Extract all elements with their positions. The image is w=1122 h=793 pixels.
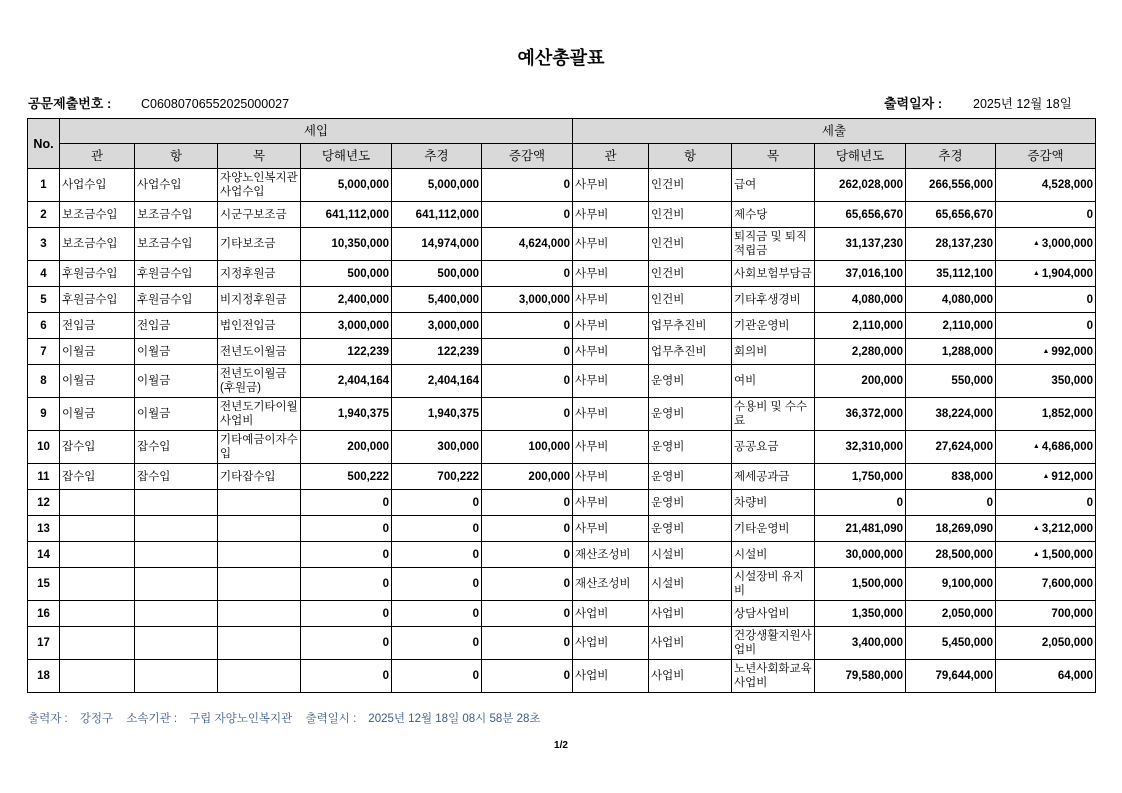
income-change: 0 [482,568,573,601]
expense-mok: 차량비 [732,490,815,516]
income-gwan [60,568,135,601]
income-gwan: 사업수입 [60,169,135,202]
expense-gwan: 재산조성비 [573,568,649,601]
decrease-marker-icon: ▲ [1032,524,1040,532]
income-hang [135,660,218,693]
income-change: 0 [482,627,573,660]
expense-col-current-year-header: 당해년도 [815,144,906,169]
header-row-columns [28,144,1096,169]
income-col-mok-header: 목 [218,144,301,169]
table-row [28,365,1096,398]
printed-at-label: 출력일시 : [305,713,357,725]
expense-current-year: 31,137,230 [815,228,906,261]
income-gwan: 잡수입 [60,431,135,464]
income-hang: 이월금 [135,398,218,431]
income-change: 0 [482,365,573,398]
table-row [28,313,1096,339]
expense-current-year: 1,500,000 [815,568,906,601]
expense-current-year: 21,481,090 [815,516,906,542]
expense-mok: 공공요금 [732,431,815,464]
expense-change: 1,852,000 [996,398,1096,431]
table-row [28,398,1096,431]
expense-mok: 급여 [732,169,815,202]
expense-mok: 기타후생경비 [732,287,815,313]
income-current-year: 0 [301,627,392,660]
expense-gwan: 사무비 [573,398,649,431]
col-no-header: No. [28,119,60,169]
income-supplementary: 500,000 [392,261,482,287]
expense-current-year: 4,080,000 [815,287,906,313]
income-hang: 보조금수입 [135,228,218,261]
income-mok [218,627,301,660]
expense-col-supplementary-header: 추경 [906,144,996,169]
decrease-marker-icon: ▲ [1042,472,1050,480]
income-hang: 후원금수입 [135,287,218,313]
row-number: 12 [28,490,60,516]
row-number: 13 [28,516,60,542]
table-row [28,287,1096,313]
expense-mok: 회의비 [732,339,815,365]
budget-table-body [28,169,1096,693]
income-gwan: 보조금수입 [60,228,135,261]
income-change: 0 [482,542,573,568]
row-number: 18 [28,660,60,693]
income-supplementary: 0 [392,601,482,627]
income-mok [218,490,301,516]
income-mok: 기타잡수입 [218,464,301,490]
income-supplementary: 5,400,000 [392,287,482,313]
table-row [28,228,1096,261]
income-current-year: 0 [301,490,392,516]
expense-mok: 퇴직금 및 퇴직적립금 [732,228,815,261]
income-mok: 지정후원금 [218,261,301,287]
expense-group-header: 세출 [573,119,1096,144]
expense-mok: 제세공과금 [732,464,815,490]
income-current-year: 0 [301,542,392,568]
organization-label: 소속기관 : [126,713,178,725]
income-hang [135,627,218,660]
income-current-year: 0 [301,516,392,542]
income-mok: 시군구보조금 [218,202,301,228]
printed-at: 2025년 12월 18일 08시 58분 28초 [368,713,541,725]
expense-col-hang-header: 항 [649,144,732,169]
expense-gwan: 사무비 [573,202,649,228]
income-hang: 잡수입 [135,464,218,490]
income-gwan: 이월금 [60,365,135,398]
expense-mok: 기관운영비 [732,313,815,339]
income-mok [218,542,301,568]
row-number: 14 [28,542,60,568]
expense-gwan: 사무비 [573,313,649,339]
expense-hang: 운영비 [649,490,732,516]
income-supplementary: 300,000 [392,431,482,464]
income-gwan [60,490,135,516]
expense-supplementary: 9,100,000 [906,568,996,601]
income-mok: 기타예금이자수입 [218,431,301,464]
income-mok: 전년도이월금 [218,339,301,365]
row-number: 11 [28,464,60,490]
expense-change: 0 [996,313,1096,339]
income-change: 0 [482,398,573,431]
income-change: 0 [482,339,573,365]
income-gwan: 후원금수입 [60,287,135,313]
expense-mok: 시설비 [732,542,815,568]
expense-current-year: 3,400,000 [815,627,906,660]
income-hang [135,490,218,516]
print-date-label: 출력일자 : [884,96,943,111]
expense-mok: 수용비 및 수수료 [732,398,815,431]
decrease-marker-icon: ▲ [1042,347,1050,355]
expense-hang: 운영비 [649,464,732,490]
row-number: 10 [28,431,60,464]
expense-gwan: 사무비 [573,287,649,313]
income-hang [135,601,218,627]
income-group-header: 세입 [60,119,573,144]
income-hang: 이월금 [135,365,218,398]
expense-change: 700,000 [996,601,1096,627]
row-number: 9 [28,398,60,431]
table-row [28,568,1096,601]
expense-mok: 여비 [732,365,815,398]
expense-supplementary: 18,269,090 [906,516,996,542]
expense-gwan: 사무비 [573,516,649,542]
income-supplementary: 641,112,000 [392,202,482,228]
income-change: 0 [482,261,573,287]
income-gwan: 전입금 [60,313,135,339]
row-number: 2 [28,202,60,228]
income-supplementary: 0 [392,516,482,542]
expense-change: 0 [996,287,1096,313]
expense-supplementary: 1,288,000 [906,339,996,365]
expense-change: ▲ 3,212,000 [996,516,1096,542]
expense-change: 0 [996,490,1096,516]
income-supplementary: 1,940,375 [392,398,482,431]
income-change: 4,624,000 [482,228,573,261]
income-mok: 전년도이월금(후원금) [218,365,301,398]
income-current-year: 500,000 [301,261,392,287]
table-row [28,516,1096,542]
expense-change: ▲ 992,000 [996,339,1096,365]
income-gwan [60,516,135,542]
income-supplementary: 700,222 [392,464,482,490]
income-gwan [60,601,135,627]
expense-supplementary: 28,500,000 [906,542,996,568]
printer-name: 강정구 [79,713,114,725]
expense-supplementary: 550,000 [906,365,996,398]
income-current-year: 0 [301,601,392,627]
expense-supplementary: 838,000 [906,464,996,490]
income-change: 200,000 [482,464,573,490]
row-number: 7 [28,339,60,365]
print-date: 2025년 12월 18일 [973,97,1072,111]
expense-current-year: 200,000 [815,365,906,398]
expense-supplementary: 5,450,000 [906,627,996,660]
income-col-change-header: 증감액 [482,144,573,169]
expense-change: ▲ 3,000,000 [996,228,1096,261]
income-col-hang-header: 항 [135,144,218,169]
expense-hang: 사업비 [649,627,732,660]
expense-change: ▲ 4,686,000 [996,431,1096,464]
income-mok [218,660,301,693]
expense-gwan: 사무비 [573,365,649,398]
income-col-gwan-header: 관 [60,144,135,169]
table-row [28,627,1096,660]
income-supplementary: 2,404,164 [392,365,482,398]
income-hang: 전입금 [135,313,218,339]
expense-supplementary: 65,656,670 [906,202,996,228]
expense-change: ▲ 1,904,000 [996,261,1096,287]
table-row [28,202,1096,228]
expense-gwan: 사무비 [573,169,649,202]
income-mok: 전년도기타이월사업비 [218,398,301,431]
expense-change: 350,000 [996,365,1096,398]
expense-hang: 시설비 [649,542,732,568]
expense-supplementary: 27,624,000 [906,431,996,464]
expense-gwan: 사업비 [573,601,649,627]
table-row [28,490,1096,516]
income-col-supplementary-header: 추경 [392,144,482,169]
expense-current-year: 32,310,000 [815,431,906,464]
income-hang: 사업수입 [135,169,218,202]
income-current-year: 200,000 [301,431,392,464]
row-number: 3 [28,228,60,261]
expense-mok: 사회보험부담금 [732,261,815,287]
income-change: 0 [482,202,573,228]
expense-hang: 운영비 [649,431,732,464]
income-mok [218,568,301,601]
income-current-year: 0 [301,568,392,601]
income-change: 0 [482,516,573,542]
table-row [28,261,1096,287]
expense-supplementary: 79,644,000 [906,660,996,693]
expense-mok: 상담사업비 [732,601,815,627]
expense-supplementary: 0 [906,490,996,516]
expense-change: ▲ 1,500,000 [996,542,1096,568]
expense-change: ▲ 912,000 [996,464,1096,490]
expense-current-year: 0 [815,490,906,516]
expense-gwan: 재산조성비 [573,542,649,568]
row-number: 15 [28,568,60,601]
expense-hang: 사업비 [649,660,732,693]
income-current-year: 2,404,164 [301,365,392,398]
income-mok [218,516,301,542]
row-number: 17 [28,627,60,660]
expense-change: 0 [996,202,1096,228]
income-change: 3,000,000 [482,287,573,313]
expense-hang: 운영비 [649,516,732,542]
income-supplementary: 0 [392,568,482,601]
income-hang [135,516,218,542]
income-current-year: 122,239 [301,339,392,365]
income-change: 0 [482,660,573,693]
expense-mok: 건강생활지원사업비 [732,627,815,660]
income-supplementary: 0 [392,627,482,660]
organization-name: 구립 자양노인복지관 [189,713,293,725]
expense-supplementary: 2,050,000 [906,601,996,627]
income-hang: 잡수입 [135,431,218,464]
income-gwan [60,627,135,660]
income-gwan: 이월금 [60,339,135,365]
income-current-year: 3,000,000 [301,313,392,339]
income-current-year: 1,940,375 [301,398,392,431]
income-mok: 기타보조금 [218,228,301,261]
row-number: 16 [28,601,60,627]
income-hang: 이월금 [135,339,218,365]
doc-number: C06080706552025000027 [141,97,290,111]
row-number: 8 [28,365,60,398]
expense-hang: 인건비 [649,261,732,287]
expense-hang: 인건비 [649,228,732,261]
expense-hang: 운영비 [649,398,732,431]
income-gwan [60,542,135,568]
row-number: 6 [28,313,60,339]
table-row [28,542,1096,568]
expense-hang: 운영비 [649,365,732,398]
income-col-current-year-header: 당해년도 [301,144,392,169]
expense-gwan: 사무비 [573,261,649,287]
expense-col-mok-header: 목 [732,144,815,169]
expense-supplementary: 266,556,000 [906,169,996,202]
income-gwan [60,660,135,693]
income-supplementary: 5,000,000 [392,169,482,202]
expense-current-year: 65,656,670 [815,202,906,228]
table-row [28,169,1096,202]
expense-current-year: 30,000,000 [815,542,906,568]
income-mok [218,601,301,627]
income-current-year: 0 [301,660,392,693]
income-current-year: 641,112,000 [301,202,392,228]
expense-gwan: 사업비 [573,627,649,660]
income-hang [135,542,218,568]
income-current-year: 5,000,000 [301,169,392,202]
income-mok: 법인전입금 [218,313,301,339]
expense-col-gwan-header: 관 [573,144,649,169]
decrease-marker-icon: ▲ [1032,240,1040,247]
header-row-groups [28,119,1096,144]
decrease-marker-icon: ▲ [1032,269,1040,277]
income-mok: 비지정후원금 [218,287,301,313]
expense-hang: 업무추진비 [649,339,732,365]
expense-supplementary: 4,080,000 [906,287,996,313]
decrease-marker-icon: ▲ [1032,550,1040,558]
expense-change: 64,000 [996,660,1096,693]
expense-hang: 업무추진비 [649,313,732,339]
decrease-marker-icon: ▲ [1032,443,1040,450]
income-mok: 자양노인복지관사업수입 [218,169,301,202]
income-change: 0 [482,601,573,627]
table-row [28,601,1096,627]
expense-hang: 사업비 [649,601,732,627]
expense-gwan: 사무비 [573,431,649,464]
print-footer [28,710,550,726]
expense-mok: 노년사회화교육사업비 [732,660,815,693]
expense-hang: 인건비 [649,287,732,313]
income-hang [135,568,218,601]
income-hang: 후원금수입 [135,261,218,287]
expense-supplementary: 28,137,230 [906,228,996,261]
income-supplementary: 0 [392,542,482,568]
doc-number-label: 공문제출번호 : [28,96,112,111]
income-change: 0 [482,490,573,516]
expense-gwan: 사무비 [573,464,649,490]
income-gwan: 보조금수입 [60,202,135,228]
budget-summary-table [27,118,1096,693]
income-supplementary: 0 [392,490,482,516]
expense-change: 7,600,000 [996,568,1096,601]
expense-change: 4,528,000 [996,169,1096,202]
expense-mok: 제수당 [732,202,815,228]
printer-label: 출력자 : [28,713,68,725]
income-supplementary: 0 [392,660,482,693]
income-hang: 보조금수입 [135,202,218,228]
table-row [28,660,1096,693]
income-gwan: 잡수입 [60,464,135,490]
expense-gwan: 사업비 [573,660,649,693]
page-number: 1/2 [554,740,568,751]
page-title: 예산총괄표 [517,48,605,68]
expense-gwan: 사무비 [573,490,649,516]
expense-col-change-header: 증감액 [996,144,1096,169]
expense-change: 2,050,000 [996,627,1096,660]
income-change: 0 [482,169,573,202]
expense-current-year: 37,016,100 [815,261,906,287]
income-supplementary: 14,974,000 [392,228,482,261]
expense-mok: 기타운영비 [732,516,815,542]
expense-supplementary: 38,224,000 [906,398,996,431]
expense-current-year: 1,350,000 [815,601,906,627]
expense-supplementary: 35,112,100 [906,261,996,287]
expense-hang: 인건비 [649,169,732,202]
income-current-year: 10,350,000 [301,228,392,261]
expense-mok: 시설장비 유지비 [732,568,815,601]
table-row [28,339,1096,365]
income-current-year: 2,400,000 [301,287,392,313]
row-number: 1 [28,169,60,202]
expense-hang: 인건비 [649,202,732,228]
income-change: 0 [482,313,573,339]
expense-gwan: 사무비 [573,228,649,261]
income-change: 100,000 [482,431,573,464]
expense-current-year: 1,750,000 [815,464,906,490]
row-number: 4 [28,261,60,287]
income-supplementary: 122,239 [392,339,482,365]
income-gwan: 이월금 [60,398,135,431]
expense-current-year: 79,580,000 [815,660,906,693]
expense-current-year: 36,372,000 [815,398,906,431]
expense-supplementary: 2,110,000 [906,313,996,339]
expense-gwan: 사무비 [573,339,649,365]
expense-current-year: 262,028,000 [815,169,906,202]
income-supplementary: 3,000,000 [392,313,482,339]
expense-hang: 시설비 [649,568,732,601]
expense-current-year: 2,280,000 [815,339,906,365]
table-row [28,431,1096,464]
income-current-year: 500,222 [301,464,392,490]
expense-current-year: 2,110,000 [815,313,906,339]
income-gwan: 후원금수입 [60,261,135,287]
table-row [28,464,1096,490]
row-number: 5 [28,287,60,313]
